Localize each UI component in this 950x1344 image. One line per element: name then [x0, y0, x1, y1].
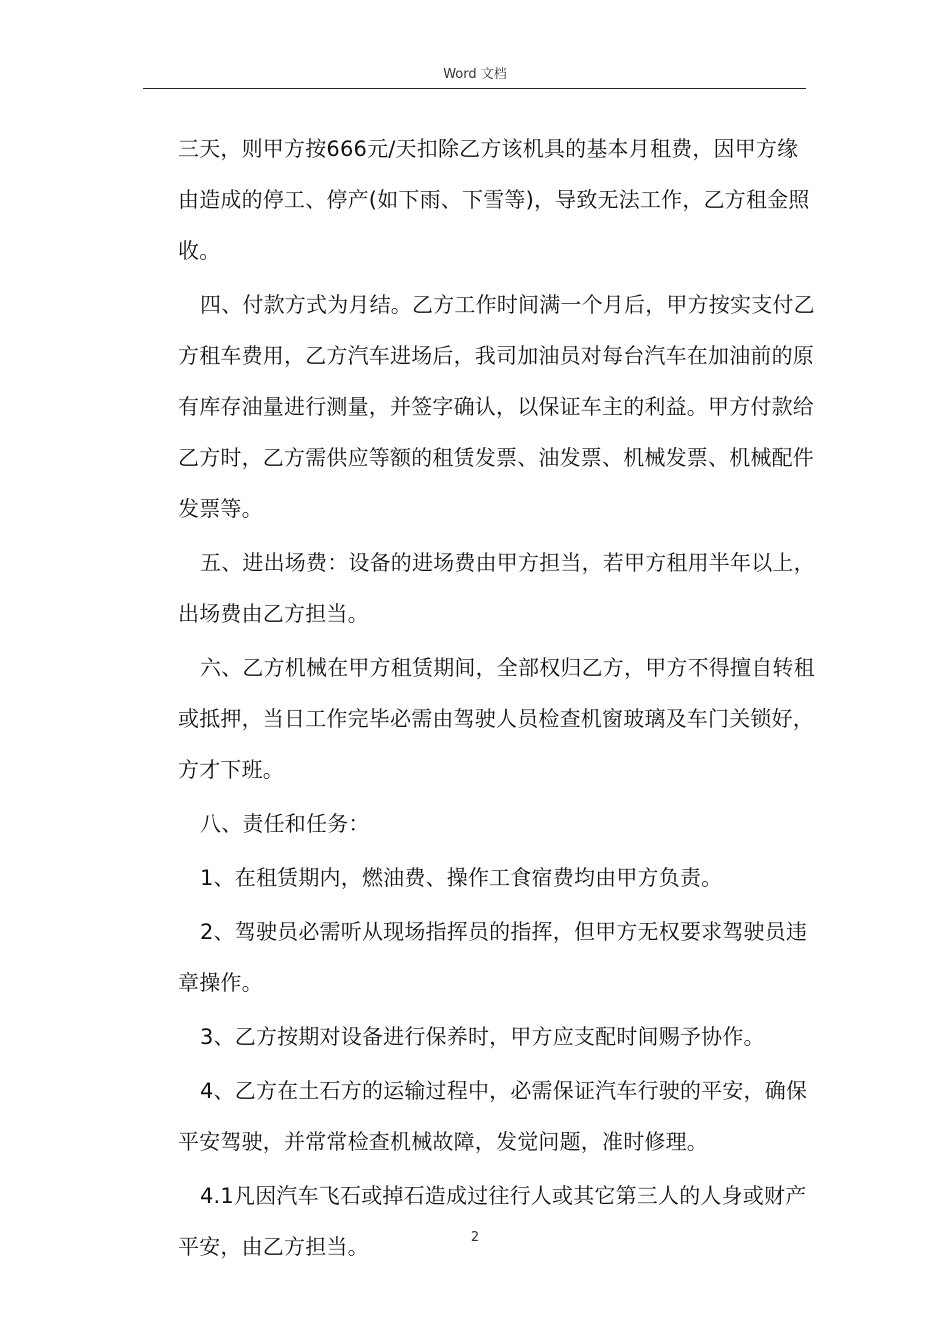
paragraph-item-1: 1、在租赁期内，燃油费、操作工食宿费均由甲方负责。 [200, 866, 723, 890]
paragraph-item-4: 4、乙方在土石方的运输过程中，必需保证汽车行驶的平安，确保平安驾驶，并常常检查机械故障，发觉问题，准时修理。 [178, 1079, 808, 1154]
document-body [178, 124, 818, 1276]
page-number: 2 [470, 1230, 480, 1245]
paragraph-ownership: 六、乙方机械在甲方租赁期间，全部权归乙方，甲方不得擅自转租或抵押，当日工作完毕必需由驾驶人员检查机窗玻璃及车门关锁好，方才下班。 [178, 656, 815, 782]
paragraph-payment-terms: 四、付款方式为月结。乙方工作时间满一个月后，甲方按实支付乙方租车费用，乙方汽车进场后，我司加油员对每台汽车在加油前的原有库存油量进行测量，并签字确认，以保证车主的利益。甲方付款给乙方时，乙方需供应等额的租赁发票、油发票、机械发票、机械配件发票等。 [178, 293, 815, 521]
paragraph-responsibilities-heading: 八、责任和任务： [200, 812, 370, 836]
paragraph-item-4-1: 4.1凡因汽车飞石或掉石造成过往行人或其它第三人的人身或财产平安，由乙方担当。 [178, 1184, 807, 1259]
paragraph-entry-exit-fee: 五、进出场费：设备的进场费由甲方担当，若甲方租用半年以上，出场费由乙方担当。 [178, 551, 815, 626]
page-header-title: Word 文档 [443, 67, 507, 82]
paragraph-item-3: 3、乙方按期对设备进行保养时，甲方应支配时间赐予协作。 [200, 1025, 765, 1049]
paragraph-item-2: 2、驾驶员必需听从现场指挥员的指挥，但甲方无权要求驾驶员违章操作。 [178, 920, 808, 995]
paragraph-rental-deduction: 三天，则甲方按666元/天扣除乙方该机具的基本月租费，因甲方缘由造成的停工、停产(如下雨、下雪等)，导致无法工作，乙方租金照收。 [178, 137, 810, 263]
header-divider [143, 88, 806, 89]
